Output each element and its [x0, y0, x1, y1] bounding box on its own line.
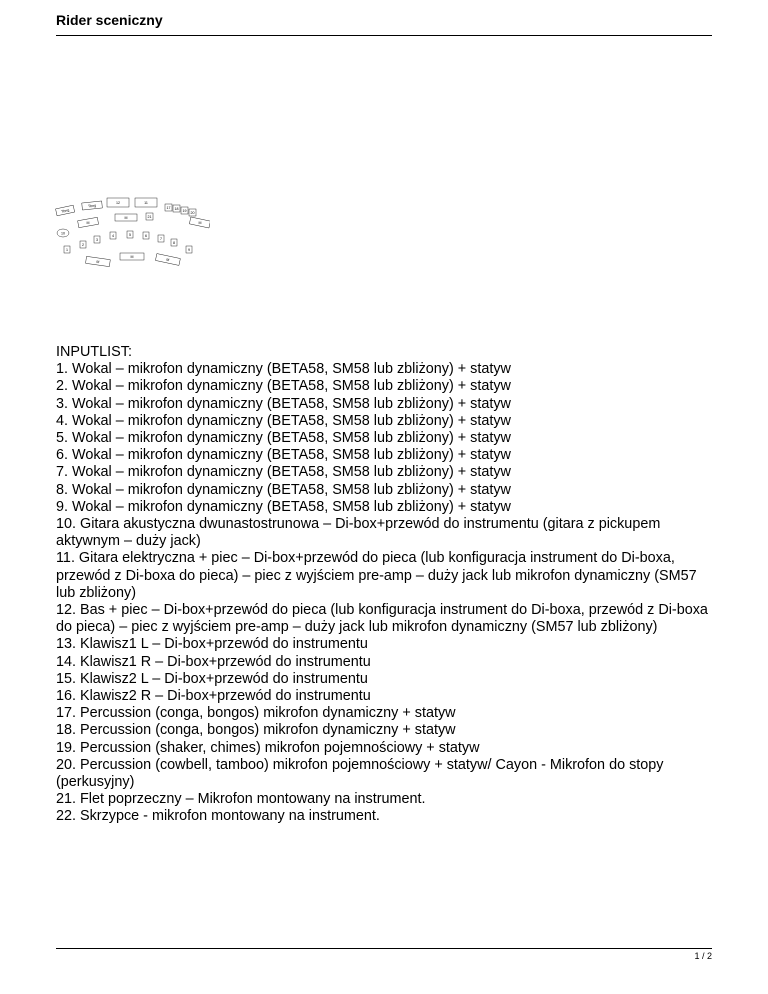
page-number: 1 / 2 — [694, 951, 712, 961]
stage-label: 1 — [66, 248, 68, 252]
stage-label: Tbng — [87, 203, 97, 209]
stage-label: M — [96, 259, 100, 265]
inputlist-item: 8. Wokal – mikrofon dynamiczny (BETA58, SM58 lub zbliżony) + statyw — [56, 481, 511, 498]
inputlist — [56, 344, 714, 826]
inputlist-item: 10. Gitara akustyczna dwunastostrunowa – Di-box+przewód do instrumentu (gitara z pickupem aktywnym – duży jack) — [56, 516, 661, 550]
inputlist-heading: INPUTLIST: — [56, 344, 132, 360]
inputlist-item: 6. Wokal – mikrofon dynamiczny (BETA58, SM58 lub zbliżony) + statyw — [56, 447, 511, 464]
inputlist-item: 2. Wokal – mikrofon dynamiczny (BETA58, SM58 lub zbliżony) + statyw — [56, 378, 511, 395]
stage-label: Tbng — [60, 208, 70, 214]
inputlist-item: 3. Wokal – mikrofon dynamiczny (BETA58, SM58 lub zbliżony) + statyw — [56, 395, 511, 412]
inputlist-item: 17. Percussion (conga, bongos) mikrofon dynamiczny + statyw — [56, 705, 456, 722]
header-divider — [56, 35, 712, 36]
stage-label: 17 — [166, 206, 171, 210]
stage-label: M — [86, 221, 90, 225]
stage-label: 10 — [61, 231, 65, 236]
inputlist-item: 21. Flet poprzeczny – Mikrofon montowany na instrument. — [56, 791, 426, 808]
inputlist-item: 1. Wokal – mikrofon dynamiczny (BETA58, SM58 lub zbliżony) + statyw — [56, 361, 511, 378]
inputlist-item: 15. Klawisz2 L – Di-box+przewód do instrumentu — [56, 670, 368, 687]
stage-plot-svg — [50, 195, 210, 275]
inputlist-item: 13. Klawisz1 L – Di-box+przewód do instrumentu — [56, 636, 368, 653]
stage-label: 6 — [145, 234, 147, 238]
stage-label: M — [130, 255, 134, 259]
inputlist-item: 19. Percussion (shaker, chimes) mikrofon pojemnościowy + statyw — [56, 739, 480, 756]
stage-label: 20 — [190, 211, 195, 215]
stage-label: 18 — [174, 207, 179, 211]
inputlist-item: 16. Klawisz2 R – Di-box+przewód do instrumentu — [56, 688, 371, 705]
stage-label: 2 — [82, 243, 84, 247]
stage-plot-diagram — [50, 195, 210, 275]
stage-label: 21 — [147, 215, 152, 219]
inputlist-item: 22. Skrzypce - mikrofon montowany na instrument. — [56, 808, 380, 825]
stage-label: 5 — [129, 233, 131, 237]
stage-label: 9 — [188, 248, 190, 252]
document-title: Rider sceniczny — [56, 12, 163, 28]
footer-divider — [56, 948, 712, 949]
inputlist-item: 11. Gitara elektryczna + piec – Di-box+przewód do pieca (lub konfiguracja instrument do Di-boxa, przewód z Di-boxa do pieca) – piec z wyjściem pre-amp – duży jack lub mikrofon dynamiczny (SM57 lub zbliżony) — [56, 550, 697, 601]
stage-label: M — [165, 257, 170, 263]
stage-label: M — [198, 221, 202, 225]
inputlist-item: 9. Wokal – mikrofon dynamiczny (BETA58, SM58 lub zbliżony) + statyw — [56, 498, 511, 515]
stage-label: 12 — [116, 201, 120, 205]
stage-label: 19 — [182, 209, 187, 213]
stage-label: 3 — [96, 238, 98, 242]
inputlist-item: 14. Klawisz1 R – Di-box+przewód do instrumentu — [56, 653, 371, 670]
stage-label: M — [124, 216, 128, 220]
inputlist-item: 5. Wokal – mikrofon dynamiczny (BETA58, SM58 lub zbliżony) + statyw — [56, 430, 511, 447]
stage-label: 8 — [173, 241, 175, 245]
stage-label: 11 — [144, 201, 148, 205]
inputlist-item: 20. Percussion (cowbell, tamboo) mikrofon pojemnościowy + statyw/ Cayon - Mikrofon do stopy (perkusyjny) — [56, 756, 664, 791]
inputlist-item: 12. Bas + piec – Di-box+przewód do pieca (lub konfiguracja instrument do Di-boxa, przewód z Di-boxa do pieca) – piec z wyjściem pre-amp – duży jack lub mikrofon dynamiczny (SM57 lub zbliżony) — [56, 602, 708, 636]
inputlist-item: 7. Wokal – mikrofon dynamiczny (BETA58, SM58 lub zbliżony) + statyw — [56, 464, 511, 481]
stage-label: 7 — [160, 237, 162, 241]
inputlist-item: 18. Percussion (conga, bongos) mikrofon dynamiczny + statyw — [56, 722, 456, 739]
inputlist-item: 4. Wokal – mikrofon dynamiczny (BETA58, SM58 lub zbliżony) + statyw — [56, 412, 511, 429]
stage-label: 4 — [112, 234, 114, 238]
